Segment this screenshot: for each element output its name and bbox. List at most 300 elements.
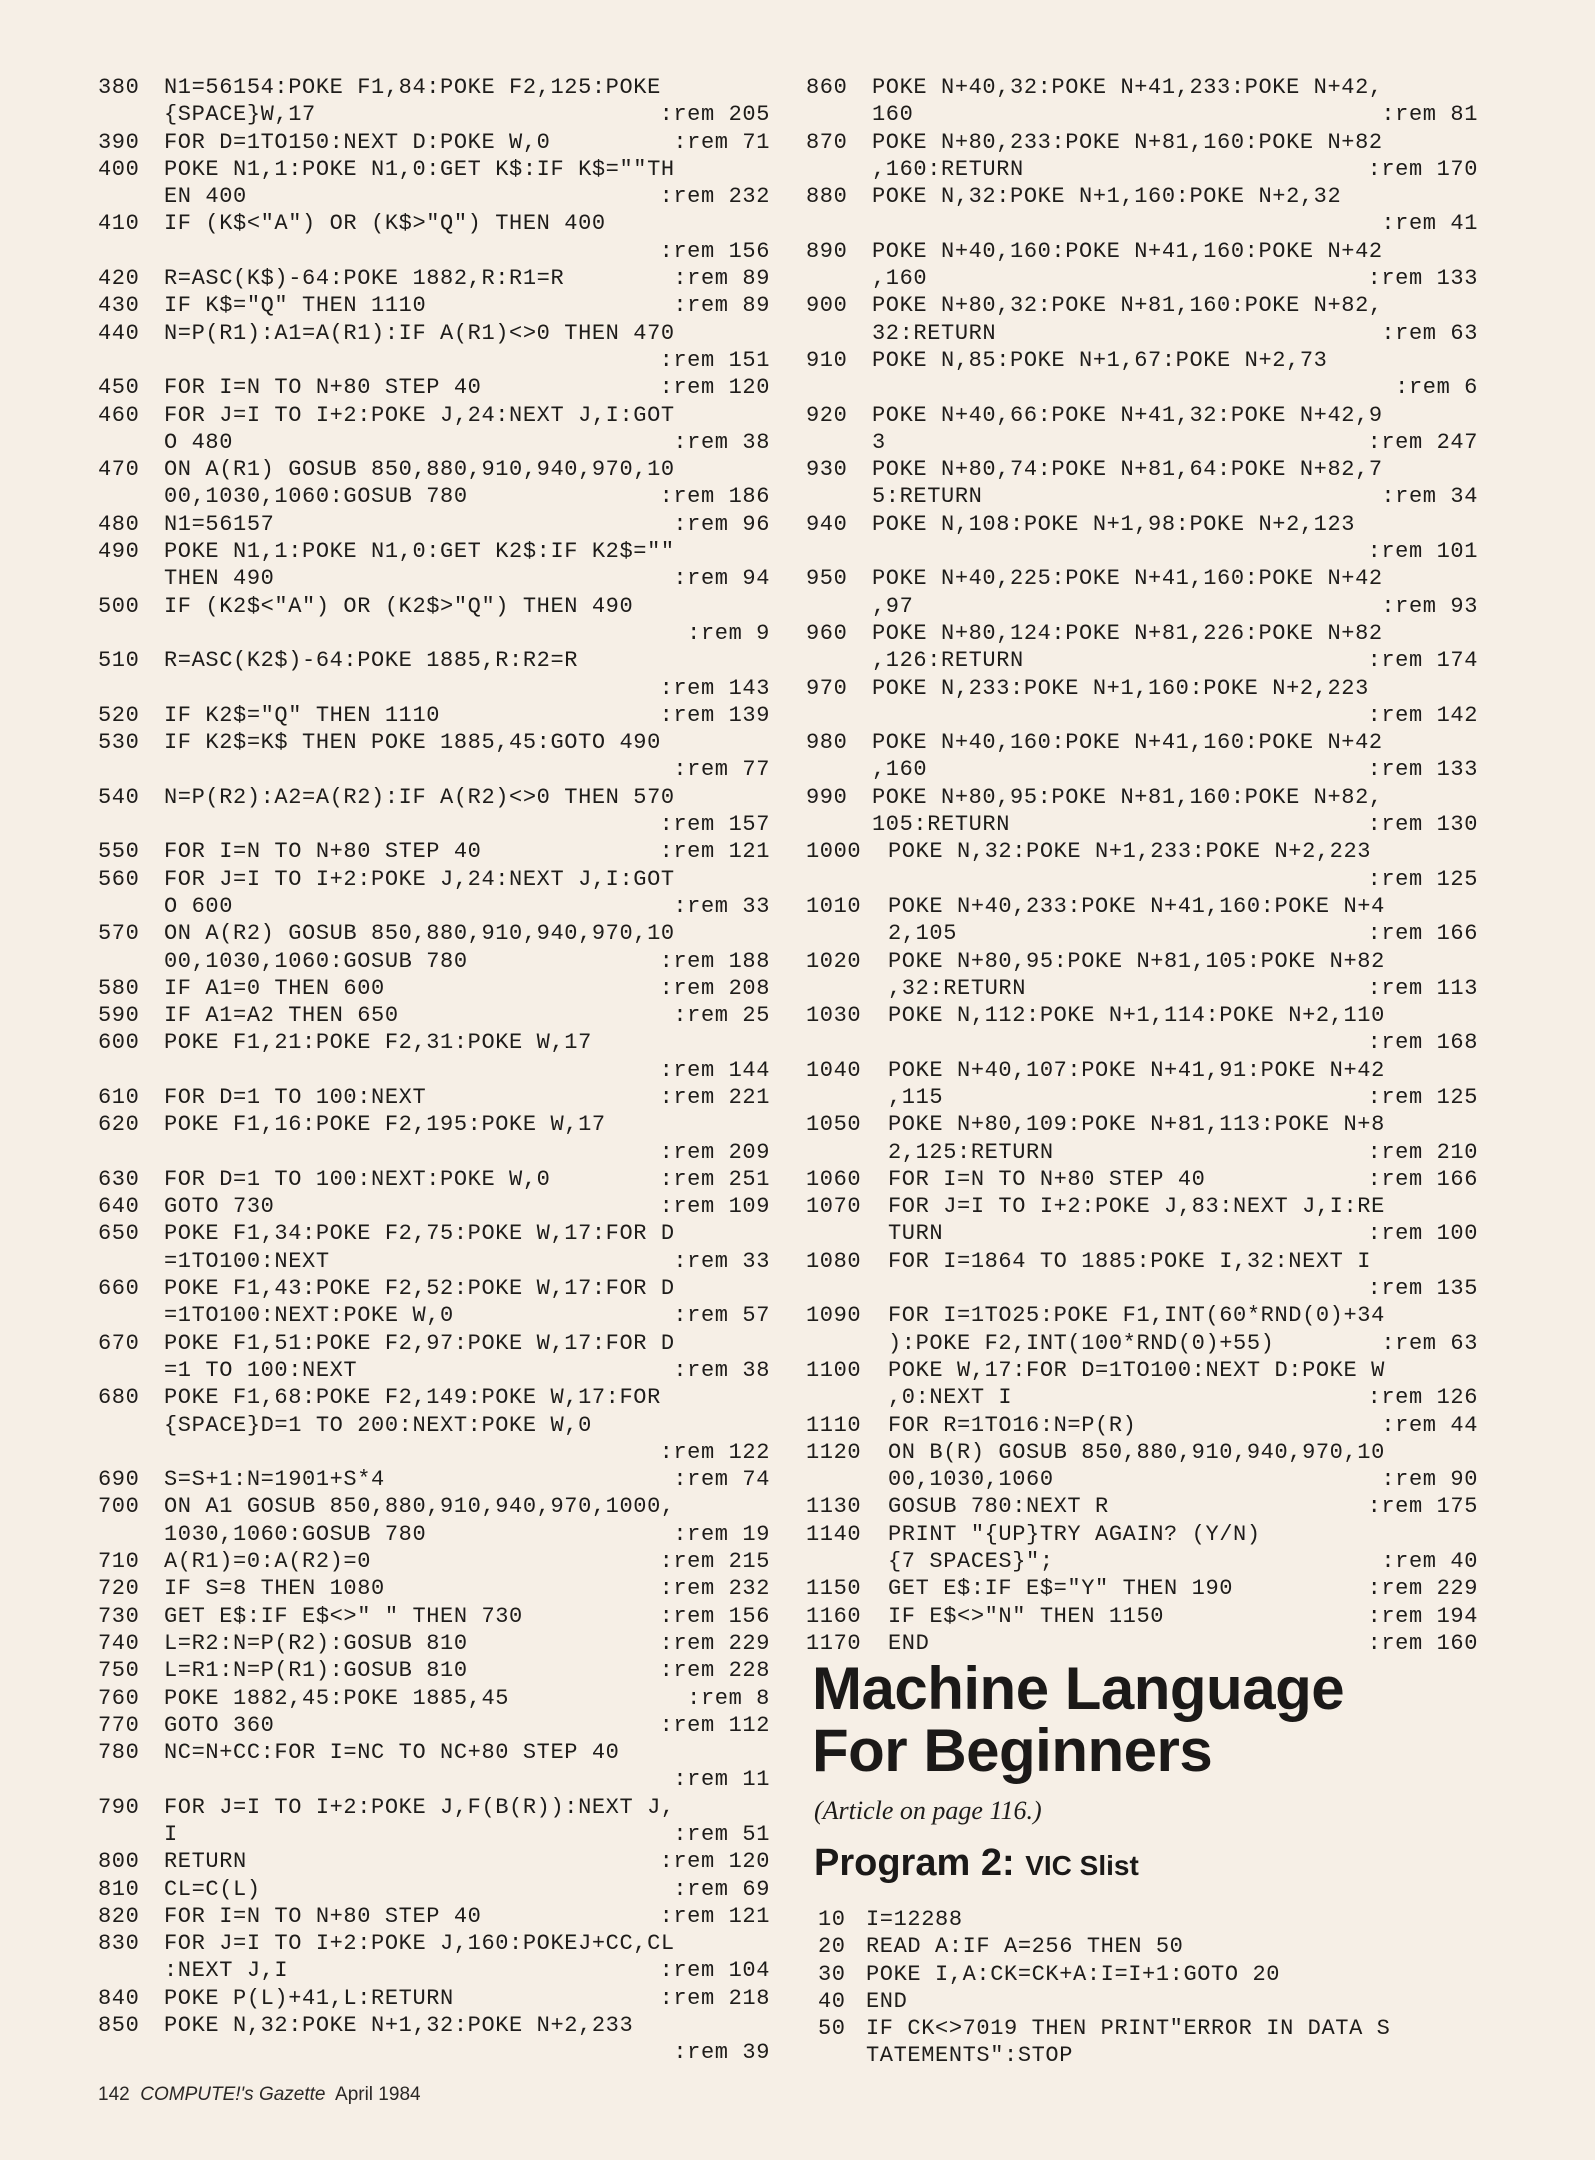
line-number: 820: [98, 1903, 140, 1929]
rem-checksum: :rem 232: [659, 1576, 770, 1602]
rem-checksum: :rem 186: [659, 484, 770, 510]
code-line: [806, 156, 1478, 183]
rem-checksum: :rem 251: [659, 1166, 770, 1192]
code-line: [98, 1248, 770, 1275]
code-text: POKE N+40,225:POKE N+41,160:POKE N+42: [872, 566, 1383, 592]
code-text: POKE N+80,32:POKE N+81,160:POKE N+82,: [872, 293, 1383, 319]
code-text: 3: [872, 429, 886, 455]
code-line: [98, 320, 770, 347]
code-line: [806, 483, 1478, 510]
line-number: 1010: [806, 893, 862, 919]
code-text: ,160:RETURN: [872, 156, 1024, 182]
code-line: [806, 1302, 1478, 1329]
code-line: [806, 1139, 1478, 1166]
code-line: [806, 838, 1478, 865]
code-text: FOR D=1TO150:NEXT D:POKE W,0: [164, 129, 551, 155]
rem-checksum: :rem 69: [673, 1876, 770, 1902]
code-text: POKE F1,51:POKE F2,97:POKE W,17:FOR D: [164, 1330, 675, 1356]
line-number: 860: [806, 75, 848, 100]
line-number: 620: [98, 1112, 140, 1138]
code-text: GET E$:IF E$<>" " THEN 730: [164, 1603, 523, 1629]
code-line: [806, 647, 1478, 674]
code-text: ):POKE F2,INT(100*RND(0)+55): [888, 1330, 1275, 1356]
code-text: I: [164, 1822, 178, 1847]
line-number: 690: [98, 1467, 140, 1493]
code-text: 00,1030,1060:GOSUB 780: [164, 948, 468, 974]
rem-checksum: :rem 143: [659, 675, 770, 701]
code-text: POKE W,17:FOR D=1TO100:NEXT D:POKE W: [888, 1357, 1385, 1383]
code-text: N=P(R2):A2=A(R2):IF A(R2)<>0 THEN 570: [164, 784, 675, 810]
line-number: 610: [98, 1084, 140, 1110]
rem-checksum: :rem 38: [673, 429, 770, 455]
code-text: POKE F1,43:POKE F2,52:POKE W,17:FOR D: [164, 1276, 675, 1302]
code-text: POKE P(L)+41,L:RETURN: [164, 1985, 454, 2011]
code-line: [806, 511, 1478, 538]
rem-checksum: :rem 8: [687, 1685, 770, 1711]
code-line: [806, 920, 1478, 947]
code-line: [806, 756, 1478, 783]
code-line: [806, 101, 1478, 128]
program-title-name: VIC Slist: [1025, 1850, 1139, 1881]
line-number: 1030: [806, 1003, 862, 1029]
code-line: [806, 1057, 1478, 1084]
code-text: POKE N,32:POKE N+1,233:POKE N+2,223: [888, 839, 1372, 865]
code-line: [98, 74, 770, 101]
code-text: 00,1030,1060: [888, 1467, 1054, 1493]
code-line: [806, 1575, 1478, 1602]
code-line: [98, 647, 770, 674]
line-number: 840: [98, 1985, 140, 2011]
code-text: 32:RETURN: [872, 320, 997, 346]
code-text: ,0:NEXT I: [888, 1385, 1013, 1411]
code-line: [98, 893, 770, 920]
code-text: 5:RETURN: [872, 484, 983, 510]
code-line: [806, 1412, 1478, 1439]
code-line: [98, 838, 770, 865]
rem-checksum: :rem 166: [1367, 1166, 1478, 1192]
line-number: 710: [98, 1549, 140, 1575]
code-line: [98, 1985, 770, 2012]
rem-checksum: :rem 133: [1367, 757, 1478, 783]
line-number: 630: [98, 1166, 140, 1192]
program-title-bold: Program 2:: [814, 1842, 1015, 1884]
rem-checksum: :rem 170: [1367, 156, 1478, 182]
code-text: 00,1030,1060:GOSUB 780: [164, 484, 468, 510]
rem-checksum: :rem 40: [1381, 1549, 1478, 1575]
line-number: 20: [818, 1934, 846, 1960]
code-line: [98, 1029, 770, 1056]
program2-listing: [818, 1906, 1478, 2070]
rem-checksum: :rem 121: [659, 839, 770, 865]
line-number: 400: [98, 156, 140, 182]
code-text: THEN 490: [164, 566, 275, 592]
line-number: 750: [98, 1658, 140, 1684]
code-line: [98, 511, 770, 538]
rem-checksum: :rem 93: [1381, 593, 1478, 619]
code-line: [806, 456, 1478, 483]
line-number: 420: [98, 266, 140, 292]
rem-checksum: :rem 232: [659, 184, 770, 210]
code-line: [806, 1002, 1478, 1029]
code-text: ,160: [872, 757, 928, 783]
code-line: [98, 1302, 770, 1329]
line-number: 470: [98, 457, 140, 483]
rem-checksum: :rem 51: [673, 1822, 770, 1847]
line-number: 850: [98, 2013, 140, 2039]
rem-checksum: :rem 208: [659, 975, 770, 1001]
line-number: 380: [98, 75, 140, 100]
code-line: [98, 1357, 770, 1384]
code-text: 2,125:RETURN: [888, 1139, 1054, 1165]
code-line: [98, 1057, 770, 1084]
line-number: 830: [98, 1931, 140, 1957]
line-number: 580: [98, 975, 140, 1001]
code-text: END: [866, 1988, 908, 2014]
code-text: POKE N+40,66:POKE N+41,32:POKE N+42,9: [872, 402, 1383, 428]
line-number: 50: [818, 2016, 846, 2042]
line-number: 570: [98, 921, 140, 947]
rem-checksum: :rem 133: [1367, 266, 1478, 292]
heading-line-1: Machine Language: [812, 1655, 1345, 1722]
code-text: N1=56157: [164, 511, 275, 537]
line-number: 800: [98, 1849, 140, 1875]
code-line: [98, 565, 770, 592]
rem-checksum: :rem 228: [659, 1658, 770, 1684]
code-text: CL=C(L): [164, 1876, 261, 1902]
code-text: FOR J=I TO I+2:POKE J,160:POKEJ+CC,CL: [164, 1931, 675, 1957]
code-text: IF A1=A2 THEN 650: [164, 1003, 399, 1029]
code-text: POKE N,32:POKE N+1,160:POKE N+2,32: [872, 184, 1342, 210]
rem-checksum: :rem 135: [1367, 1276, 1478, 1302]
code-line: [98, 593, 770, 620]
rem-checksum: :rem 126: [1367, 1385, 1478, 1411]
code-line: [806, 347, 1478, 374]
code-line: [806, 1193, 1478, 1220]
rem-checksum: :rem 166: [1367, 921, 1478, 947]
rem-checksum: :rem 11: [673, 1767, 770, 1793]
rem-checksum: :rem 9: [687, 620, 770, 646]
code-line: [806, 1521, 1478, 1548]
code-line: [98, 1330, 770, 1357]
line-number: 520: [98, 702, 140, 728]
line-number: 720: [98, 1576, 140, 1602]
code-line: [806, 538, 1478, 565]
code-line: [98, 1848, 770, 1875]
code-line: [98, 1384, 770, 1411]
rem-checksum: :rem 94: [673, 566, 770, 592]
code-line: [806, 1439, 1478, 1466]
line-number: 1150: [806, 1576, 862, 1602]
code-line: [98, 402, 770, 429]
code-line: [98, 1111, 770, 1138]
code-line: [98, 784, 770, 811]
rem-checksum: :rem 81: [1381, 102, 1478, 128]
code-text: {7 SPACES}";: [888, 1549, 1054, 1575]
line-number: 600: [98, 1030, 140, 1056]
code-line: [806, 238, 1478, 265]
rem-checksum: :rem 210: [1367, 1139, 1478, 1165]
code-text: FOR R=1TO16:N=P(R): [888, 1412, 1137, 1438]
rem-checksum: :rem 33: [673, 1248, 770, 1274]
code-text: POKE F1,16:POKE F2,195:POKE W,17: [164, 1112, 606, 1138]
code-line: [98, 729, 770, 756]
program-title: [814, 1842, 1139, 1885]
line-number: 660: [98, 1276, 140, 1302]
code-text: POKE N+80,233:POKE N+81,160:POKE N+82: [872, 129, 1383, 155]
rem-checksum: :rem 57: [673, 1303, 770, 1329]
line-number: 30: [818, 1961, 846, 1987]
code-text: 1030,1060:GOSUB 780: [164, 1521, 427, 1547]
code-text: FOR I=N TO N+80 STEP 40: [164, 1903, 482, 1929]
code-text: O 600: [164, 893, 234, 919]
code-text: IF K2$=K$ THEN POKE 1885,45:GOTO 490: [164, 730, 661, 756]
code-text: POKE N+80,95:POKE N+81,160:POKE N+82,: [872, 784, 1383, 810]
line-number: 430: [98, 293, 140, 319]
code-line: [806, 1603, 1478, 1630]
rem-checksum: :rem 139: [659, 702, 770, 728]
listing-right-column: [806, 74, 1478, 1657]
rem-checksum: :rem 96: [673, 511, 770, 537]
code-line: [818, 1906, 1478, 1933]
code-text: GOSUB 780:NEXT R: [888, 1494, 1109, 1520]
code-text: POKE N1,1:POKE N1,0:GET K2$:IF K2$="": [164, 539, 675, 565]
line-number: 460: [98, 402, 140, 428]
code-text: POKE N+40,107:POKE N+41,91:POKE N+42: [888, 1057, 1385, 1083]
code-text: L=R2:N=P(R2):GOSUB 810: [164, 1630, 468, 1656]
code-line: [806, 1466, 1478, 1493]
rem-checksum: :rem 34: [1381, 484, 1478, 510]
code-line: [98, 347, 770, 374]
code-text: IF (K2$<"A") OR (K2$>"Q") THEN 490: [164, 593, 634, 619]
rem-checksum: :rem 151: [659, 347, 770, 373]
code-text: POKE N+80,95:POKE N+81,105:POKE N+82: [888, 948, 1385, 974]
code-line: [98, 756, 770, 783]
code-line: [98, 1084, 770, 1111]
code-line: [98, 129, 770, 156]
rem-checksum: :rem 221: [659, 1084, 770, 1110]
line-number: 890: [806, 238, 848, 264]
code-text: N=P(R1):A1=A(R1):IF A(R1)<>0 THEN 470: [164, 320, 675, 346]
rem-checksum: :rem 104: [659, 1958, 770, 1984]
line-number: 500: [98, 593, 140, 619]
rem-checksum: :rem 39: [673, 2040, 770, 2066]
code-line: [806, 675, 1478, 702]
code-text: POKE N+80,74:POKE N+81,64:POKE N+82,7: [872, 457, 1383, 483]
code-line: [806, 1084, 1478, 1111]
code-text: GOTO 730: [164, 1194, 275, 1220]
code-text: POKE I,A:CK=CK+A:I=I+1:GOTO 20: [866, 1961, 1281, 1987]
issue-date: April 1984: [335, 2084, 421, 2105]
code-line: [98, 1685, 770, 1712]
line-number: 1100: [806, 1357, 862, 1383]
code-line: [806, 1357, 1478, 1384]
code-text: :NEXT J,I: [164, 1958, 289, 1984]
code-text: POKE F1,68:POKE F2,149:POKE W,17:FOR: [164, 1385, 661, 1411]
code-line: [806, 320, 1478, 347]
code-line: [806, 565, 1478, 592]
rem-checksum: :rem 247: [1367, 429, 1478, 455]
code-text: PRINT "{UP}TRY AGAIN? (Y/N): [888, 1521, 1261, 1547]
rem-checksum: :rem 33: [673, 893, 770, 919]
rem-checksum: :rem 229: [1367, 1576, 1478, 1602]
code-line: [806, 74, 1478, 101]
code-text: I=12288: [866, 1907, 963, 1932]
code-line: [98, 1821, 770, 1848]
code-text: 105:RETURN: [872, 812, 1011, 838]
code-line: [806, 948, 1478, 975]
code-line: [98, 183, 770, 210]
line-number: 1130: [806, 1494, 862, 1520]
code-line: [98, 1957, 770, 1984]
code-text: L=R1:N=P(R1):GOSUB 810: [164, 1658, 468, 1684]
code-line: [98, 1493, 770, 1520]
code-text: IF S=8 THEN 1080: [164, 1576, 385, 1602]
page-footer: [98, 2084, 421, 2106]
line-number: 1090: [806, 1303, 862, 1329]
code-text: {SPACE}D=1 TO 200:NEXT:POKE W,0: [164, 1412, 592, 1438]
line-number: 1070: [806, 1194, 862, 1220]
code-line: [98, 1930, 770, 1957]
code-text: A(R1)=0:A(R2)=0: [164, 1549, 372, 1575]
code-text: IF (K$<"A") OR (K$>"Q") THEN 400: [164, 211, 606, 237]
code-text: TURN: [888, 1221, 944, 1247]
rem-checksum: :rem 120: [659, 375, 770, 401]
line-number: 440: [98, 320, 140, 346]
code-line: [98, 1548, 770, 1575]
code-text: POKE N+40,160:POKE N+41,160:POKE N+42: [872, 730, 1383, 756]
code-text: ,115: [888, 1084, 944, 1110]
code-line: [806, 593, 1478, 620]
line-number: 1000: [806, 839, 862, 865]
code-line: [806, 893, 1478, 920]
code-line: [98, 811, 770, 838]
line-number: 1110: [806, 1412, 862, 1438]
listing-left-column: [98, 74, 770, 2067]
rem-checksum: :rem 71: [673, 129, 770, 155]
rem-checksum: :rem 113: [1367, 975, 1478, 1001]
line-number: 790: [98, 1794, 140, 1820]
code-text: POKE N+40,233:POKE N+41,160:POKE N+4: [888, 893, 1385, 919]
line-number: 560: [98, 866, 140, 892]
rem-checksum: :rem 144: [659, 1057, 770, 1083]
line-number: 970: [806, 675, 848, 701]
code-text: R=ASC(K2$)-64:POKE 1885,R:R2=R: [164, 648, 579, 674]
code-line: [98, 1521, 770, 1548]
code-line: [98, 238, 770, 265]
code-line: [98, 483, 770, 510]
code-line: [98, 1657, 770, 1684]
code-text: FOR D=1 TO 100:NEXT:POKE W,0: [164, 1166, 551, 1192]
code-text: S=S+1:N=1901+S*4: [164, 1467, 385, 1493]
rem-checksum: :rem 156: [659, 1603, 770, 1629]
publication-name: COMPUTE!'s Gazette: [140, 2084, 326, 2105]
code-line: [806, 729, 1478, 756]
line-number: 590: [98, 1003, 140, 1029]
rem-checksum: :rem 100: [1367, 1221, 1478, 1247]
code-line: [98, 866, 770, 893]
code-line: [98, 702, 770, 729]
rem-checksum: :rem 101: [1367, 539, 1478, 565]
code-text: {SPACE}W,17: [164, 102, 316, 128]
rem-checksum: :rem 209: [659, 1139, 770, 1165]
code-text: FOR J=I TO I+2:POKE J,F(B(R)):NEXT J,: [164, 1794, 675, 1820]
code-line: [98, 620, 770, 647]
code-text: GET E$:IF E$="Y" THEN 190: [888, 1576, 1234, 1602]
heading-line-2: For Beginners: [812, 1717, 1213, 1784]
code-line: [98, 101, 770, 128]
rem-checksum: :rem 130: [1367, 812, 1478, 838]
code-line: [806, 1166, 1478, 1193]
code-line: [98, 1794, 770, 1821]
rem-checksum: :rem 125: [1367, 866, 1478, 892]
code-line: [98, 920, 770, 947]
code-text: N1=56154:POKE F1,84:POKE F2,125:POKE: [164, 75, 661, 100]
code-line: [98, 1712, 770, 1739]
code-text: O 480: [164, 429, 234, 455]
rem-checksum: :rem 25: [673, 1003, 770, 1029]
code-text: ON B(R) GOSUB 850,880,910,940,970,10: [888, 1439, 1385, 1465]
line-number: 390: [98, 129, 140, 155]
line-number: 950: [806, 566, 848, 592]
line-number: 640: [98, 1194, 140, 1220]
code-line: [98, 1275, 770, 1302]
rem-checksum: :rem 89: [673, 266, 770, 292]
code-line: [98, 1876, 770, 1903]
rem-checksum: :rem 120: [659, 1849, 770, 1875]
code-line: [806, 1248, 1478, 1275]
line-number: 870: [806, 129, 848, 155]
code-text: =1 TO 100:NEXT: [164, 1357, 358, 1383]
code-text: ON A(R1) GOSUB 850,880,910,940,970,10: [164, 457, 675, 483]
code-text: POKE N,32:POKE N+1,32:POKE N+2,233: [164, 2013, 634, 2039]
code-line: [806, 429, 1478, 456]
rem-checksum: :rem 89: [673, 293, 770, 319]
code-text: IF CK<>7019 THEN PRINT"ERROR IN DATA S: [866, 2016, 1391, 2042]
code-line: [806, 975, 1478, 1002]
code-line: [98, 292, 770, 319]
code-text: IF K$="Q" THEN 1110: [164, 293, 427, 319]
code-line: [98, 456, 770, 483]
code-text: FOR J=I TO I+2:POKE J,24:NEXT J,I:GOT: [164, 402, 675, 428]
code-text: POKE N,108:POKE N+1,98:POKE N+2,123: [872, 511, 1356, 537]
code-text: =1TO100:NEXT: [164, 1248, 330, 1274]
code-line: [98, 1575, 770, 1602]
code-text: POKE 1882,45:POKE 1885,45: [164, 1685, 510, 1711]
line-number: 700: [98, 1494, 140, 1520]
line-number: 680: [98, 1385, 140, 1411]
line-number: 410: [98, 211, 140, 237]
code-line: [806, 784, 1478, 811]
line-number: 910: [806, 347, 848, 373]
code-line: [98, 2012, 770, 2039]
code-line: [806, 866, 1478, 893]
code-line: [806, 374, 1478, 401]
code-text: IF E$<>"N" THEN 1150: [888, 1603, 1165, 1629]
code-line: [806, 811, 1478, 838]
page-number: 142: [98, 2084, 130, 2105]
code-line: [818, 1988, 1478, 2015]
line-number: 1060: [806, 1166, 862, 1192]
code-text: POKE N,233:POKE N+1,160:POKE N+2,223: [872, 675, 1369, 701]
rem-checksum: :rem 74: [673, 1467, 770, 1493]
code-text: NC=N+CC:FOR I=NC TO NC+80 STEP 40: [164, 1740, 620, 1766]
code-line: [98, 1630, 770, 1657]
line-number: 1140: [806, 1521, 862, 1547]
code-text: ON A(R2) GOSUB 850,880,910,940,970,10: [164, 921, 675, 947]
code-line: [818, 2015, 1478, 2042]
code-text: POKE N+80,124:POKE N+81,226:POKE N+82: [872, 620, 1383, 646]
code-text: EN 400: [164, 184, 247, 210]
